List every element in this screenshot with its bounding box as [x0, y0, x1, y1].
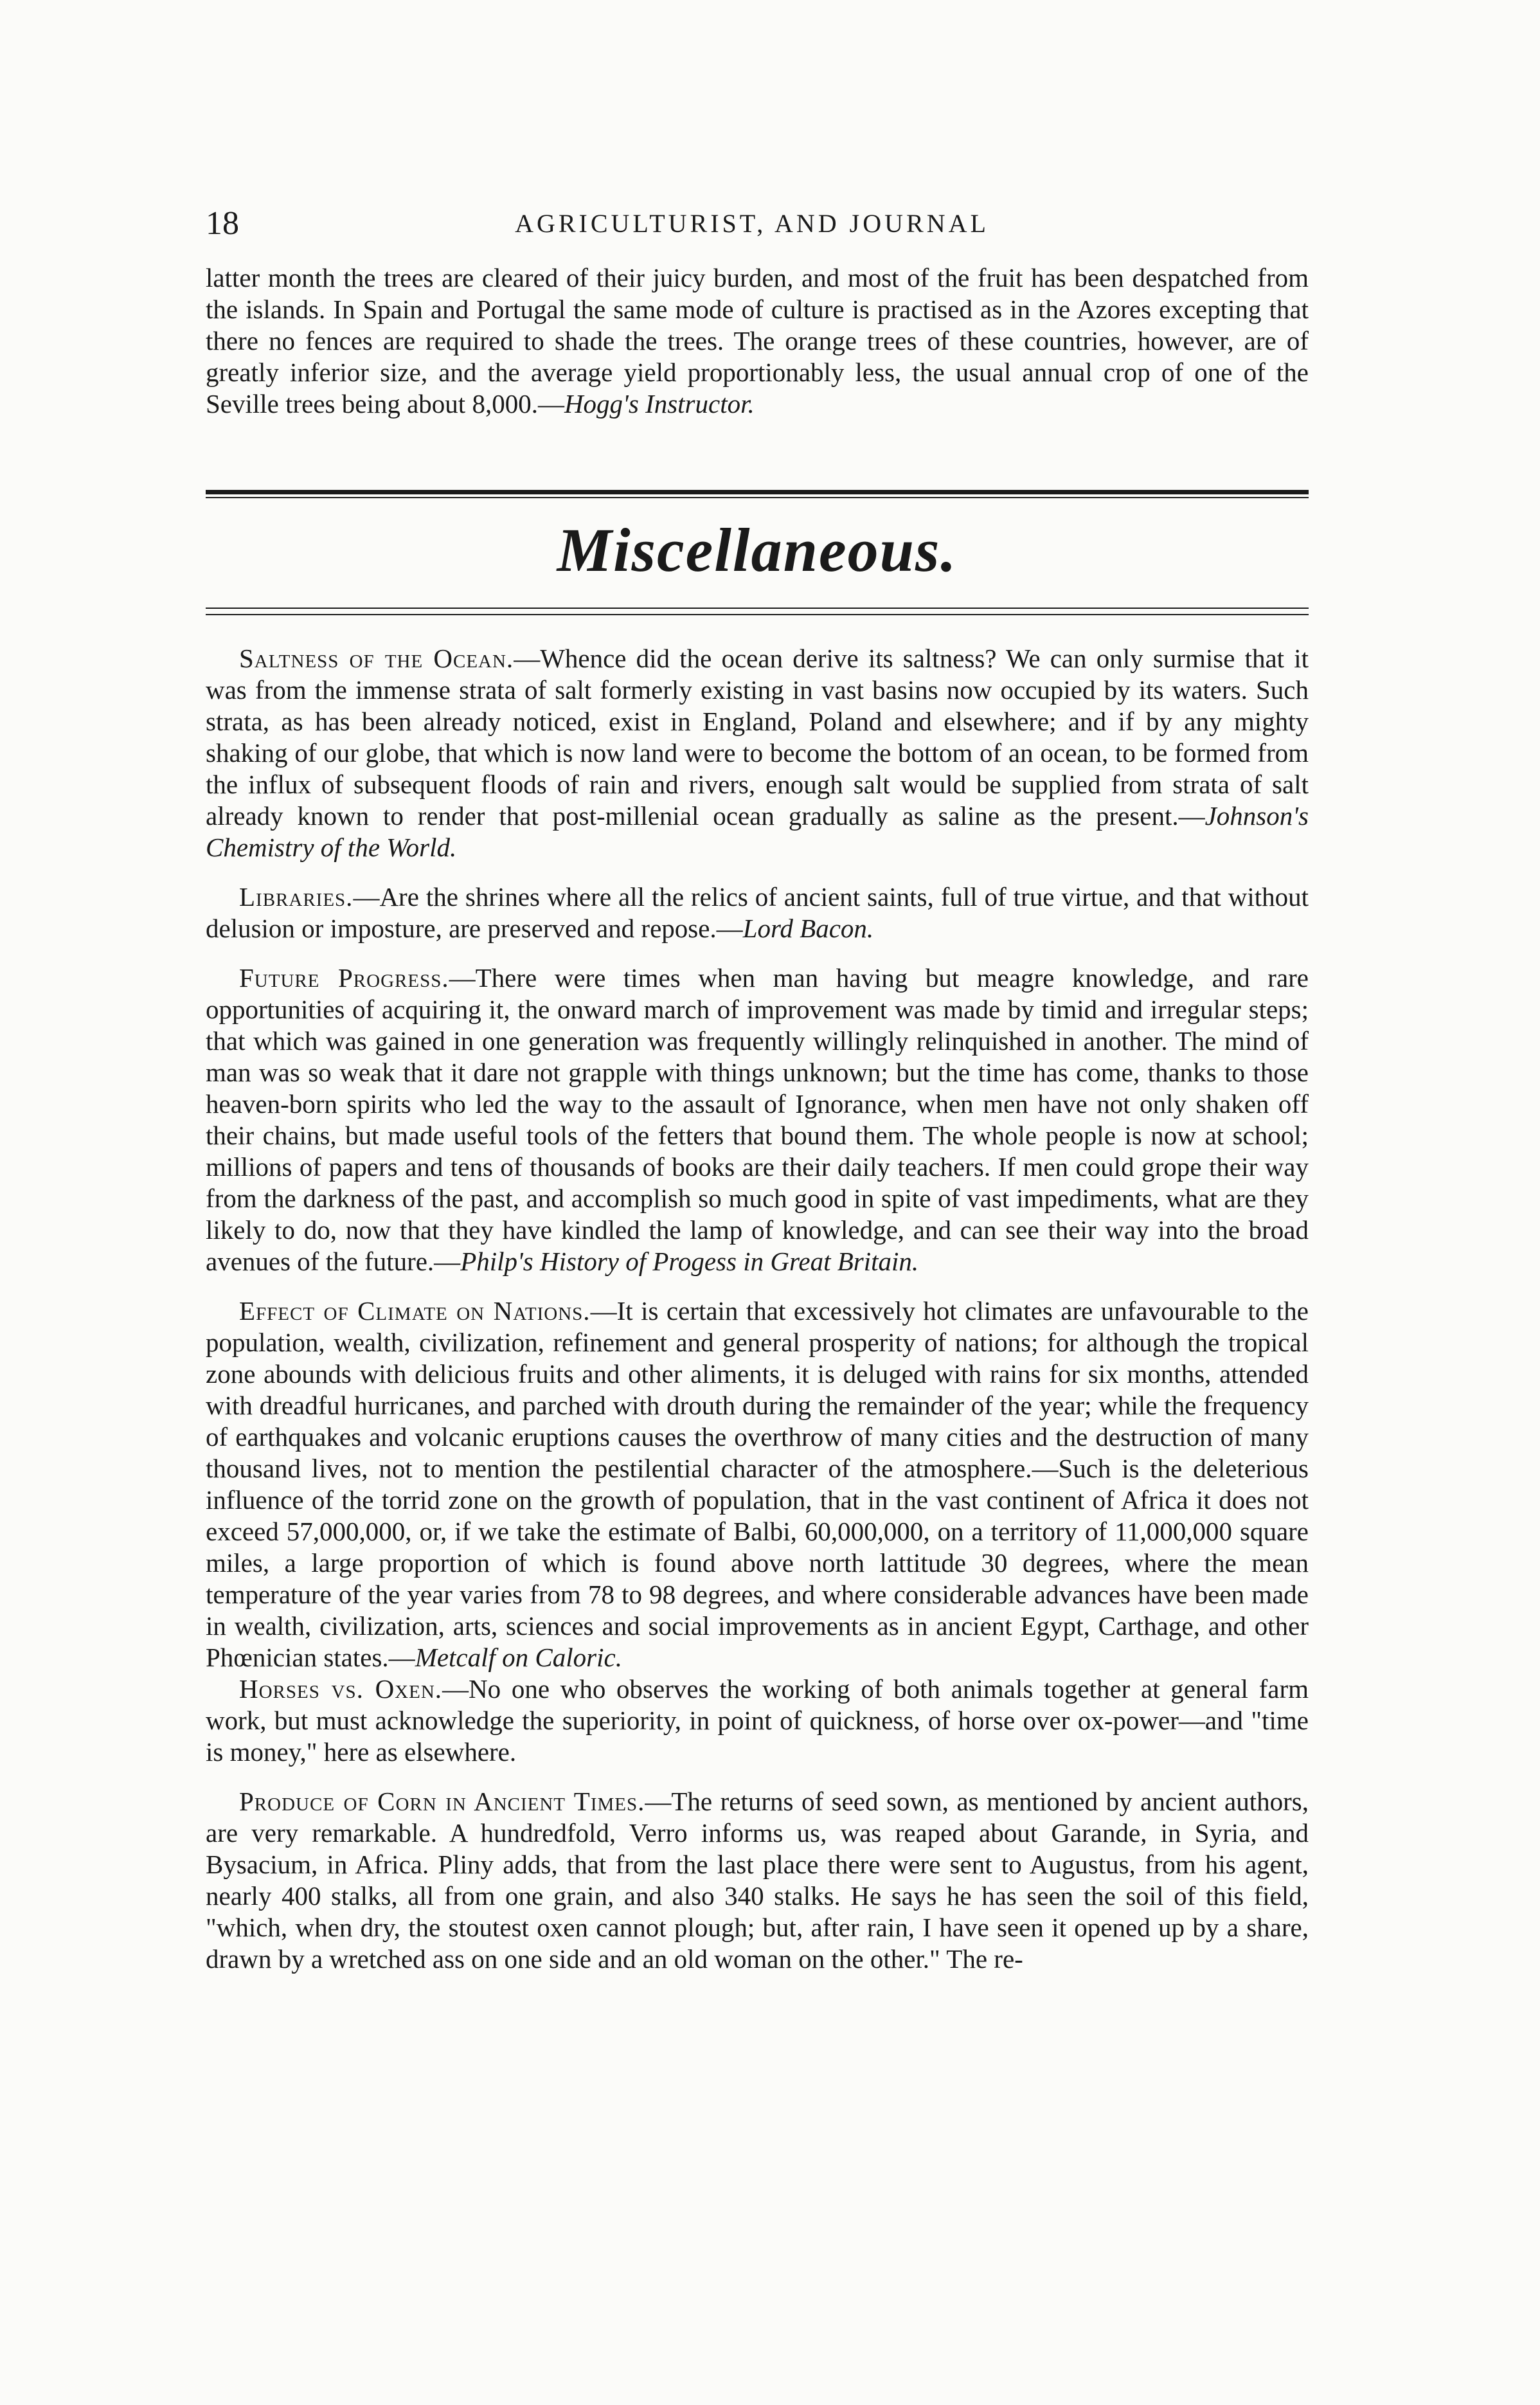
- article: [206, 1786, 1309, 1975]
- article-heading: Future Progress.: [239, 963, 449, 993]
- article-heading: Libraries.: [239, 882, 354, 912]
- article: [206, 1673, 1309, 1768]
- article-text: —Are the shrines where all the relics of ancient saints, full of true virtue, and that without delusion or imposture, are preserved and repose.—: [206, 882, 1309, 943]
- running-head: [206, 204, 1298, 243]
- article: [206, 1295, 1309, 1673]
- journal-title: AGRICULTURIST, AND JOURNAL: [515, 209, 989, 238]
- intro-text: latter month the trees are cleared of their juicy burden, and most of the fruit has been despatched from the islands. In Spain and Portugal the same mode of culture is practised as in the Azores excepting that there no fences are required to shade the trees. The orange trees of these countries, however, are of greatly inferior size, and the average yield proportionably less, the usual annual crop of one of the Seville trees being about 8,000.—: [206, 263, 1309, 419]
- section-title: Miscellaneous.: [557, 516, 958, 584]
- article-source: Metcalf on Caloric.: [415, 1643, 622, 1672]
- article-source: Lord Bacon.: [742, 914, 874, 943]
- article-heading: Effect of Climate on Nations.: [239, 1296, 591, 1326]
- article-heading: Produce of Corn in Ancient Times.: [239, 1787, 645, 1816]
- section-divider-top: [206, 490, 1309, 498]
- rule-thin: [206, 608, 1309, 609]
- article-text: —There were times when man having but meagre knowledge, and rare opportunities of acquiring it, the onward march of improvement was made by timid and irregular steps; that which was gained in one generation was frequently willingly relinquished in another. The mind of man was so weak that it dare not grapple with things unknown; but the time has come, thanks to those heaven-born spirits who led the way to the assault of Ignorance, when men have not only shaken off their chains, but made useful tools of the fetters that bound them. The whole people is now at school; millions of papers and tens of thousands of books are their daily teachers. If men could grope their way from the darkness of the past, and accomplish so much good in spite of vast impediments, what are they likely to do, now that they have kindled the lamp of knowledge, and can see their way into the broad avenues of the future.—: [206, 963, 1309, 1276]
- article-column: [206, 643, 1309, 1993]
- article: [206, 881, 1309, 944]
- article-heading: Horses vs. Oxen.: [239, 1674, 443, 1704]
- article-text: —The returns of seed sown, as mentioned by ancient authors, are very remarkable. A hundredfold, Verro informs us, was reaped about Garande, in Syria, and Bysacium, in Africa. Pliny adds, that from the last place there were sent to Augustus, from his agent, nearly 400 stalks, all from one grain, and also 340 stalks. He says he has seen the soil of this field, "which, when dry, the stoutest oxen cannot plough; but, after rain, I have seen it opened up by a share, drawn by a wretched ass on one side and an old woman on the other." The re-: [206, 1787, 1309, 1974]
- article-text: —Whence did the ocean derive its saltness? We can only surmise that it was from the immense strata of salt formerly existing in vast basins now occupied by its waters. Such strata, as has been already noticed, exist in England, Poland and elsewhere; and if by any mighty shaking of our globe, that which is now land were to become the bottom of an ocean, to be formed from the influx of subsequent floods of rain and rivers, enough salt would be supplied from strata of salt already known to render that post-millenial ocean gradually as saline as the present.—: [206, 644, 1309, 831]
- rule-thin: [206, 614, 1309, 615]
- article: [206, 962, 1309, 1277]
- rule-thin: [206, 497, 1309, 498]
- section-divider-bottom: [206, 608, 1309, 615]
- rule-thick: [206, 490, 1309, 494]
- intro-source: Hogg's Instructor.: [564, 389, 755, 419]
- article-source: Philp's History of Progess in Great Britain.: [460, 1247, 919, 1276]
- article-source: Johnson's Chemistry of the World.: [206, 801, 1309, 862]
- article-heading: Saltness of the Ocean.: [239, 644, 514, 673]
- page-number: 18: [206, 205, 239, 242]
- intro-paragraph: [206, 262, 1309, 438]
- article-text: —No one who observes the working of both animals together at general farm work, but must acknowledge the superiority, in point of quickness, of horse over ox-power—and "time is money," here as elsewhere.: [206, 1674, 1309, 1767]
- article-text: —It is certain that excessively hot climates are unfavourable to the population, wealth, civilization, refinement and general prosperity of nations; for although the tropical zone abounds with delicious fruits and other aliments, it is deluged with rains for six months, attended with dreadful hurricanes, and parched with drouth during the remainder of the year; while the frequency of earthquakes and volcanic eruptions causes the overthrow of many cities and the destruction of many thousand lives, not to mention the pestilential character of the atmosphere.—Such is the deleterious influence of the torrid zone on the growth of population, that in the vast continent of Africa it does not exceed 57,000,000, or, if we take the estimate of Balbi, 60,000,000, on a territory of 11,000,000 square miles, a large proportion of which is found above north lattitude 30 degrees, where the mean temperature of the year varies from 78 to 98 degrees, and where considerable advances have been made in wealth, civilization, arts, sciences and social improvements as in ancient Egypt, Carthage, and other Phœnician states.—: [206, 1296, 1309, 1672]
- article: [206, 643, 1309, 863]
